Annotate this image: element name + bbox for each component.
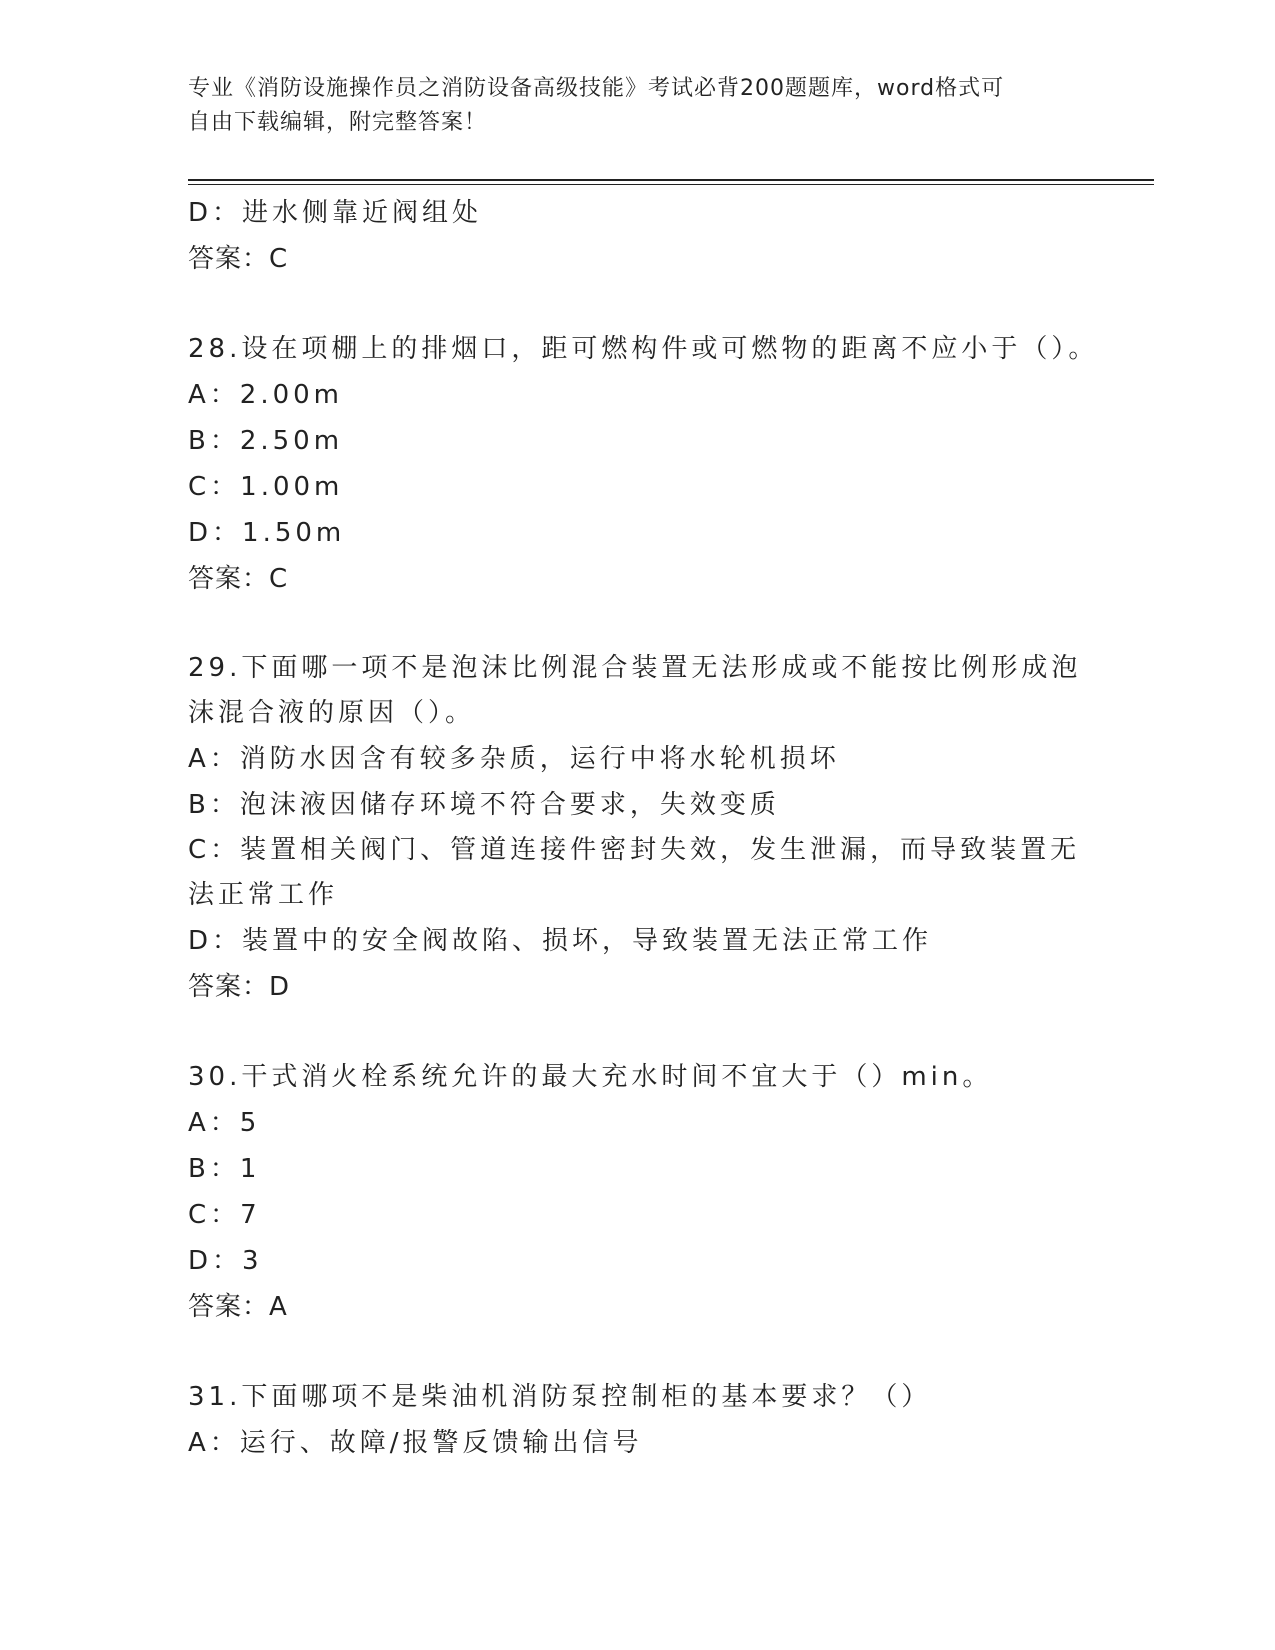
question-stem: 28.设在项棚上的排烟口，距可燃构件或可燃物的距离不应小于（）。	[188, 334, 1099, 364]
option-b: B：1	[188, 1154, 261, 1184]
option-a: A：5	[188, 1108, 261, 1138]
header-rule-thick	[188, 179, 1154, 181]
question-28	[188, 326, 1099, 602]
header-rule-thin	[188, 184, 1154, 185]
question-31	[188, 1374, 1088, 1466]
option-a: A：运行、故障/报警反馈输出信号	[188, 1428, 643, 1458]
option-d: D：1.50m	[188, 518, 346, 548]
option-c: C：7	[188, 1200, 261, 1230]
option-a: A：消防水因含有较多杂质，运行中将水轮机损坏	[188, 744, 840, 774]
question-stem: 31.下面哪项不是柴油机消防泵控制柜的基本要求？（）	[188, 1382, 932, 1412]
option-a: A：2.00m	[188, 380, 344, 410]
question-30	[188, 1054, 1088, 1330]
option-c: C：1.00m	[188, 472, 344, 502]
option-c: C：装置相关阀门、管道连接件密封失效，发生泄漏，而导致装置无法正常工作	[188, 835, 1081, 910]
page-header	[188, 72, 1068, 140]
option-b: B：泡沫液因储存环境不符合要求，失效变质	[188, 790, 780, 820]
header-line-1: 专业《消防设施操作员之消防设备高级技能》考试必背200题题库，word格式可	[188, 76, 1005, 101]
answer: 答案：C	[188, 564, 289, 594]
question-29	[188, 646, 1088, 1010]
question-stem: 30.干式消火栓系统允许的最大充水时间不宜大于（）min。	[188, 1062, 993, 1092]
question-stem: 29.下面哪一项不是泡沫比例混合装置无法形成或不能按比例形成泡沫混合液的原因（）。	[188, 653, 1082, 728]
answer: 答案：A	[188, 1292, 288, 1322]
document-body	[188, 190, 1099, 1466]
option-d: D：进水侧靠近阀组处	[188, 198, 483, 228]
header-line-2: 自由下载编辑，附完整答案！	[188, 110, 488, 135]
option-d: D：3	[188, 1246, 263, 1276]
answer: 答案：C	[188, 244, 289, 274]
answer: 答案：D	[188, 972, 291, 1002]
option-d: D：装置中的安全阀故陷、损坏，导致装置无法正常工作	[188, 926, 933, 956]
option-b: B：2.50m	[188, 426, 344, 456]
